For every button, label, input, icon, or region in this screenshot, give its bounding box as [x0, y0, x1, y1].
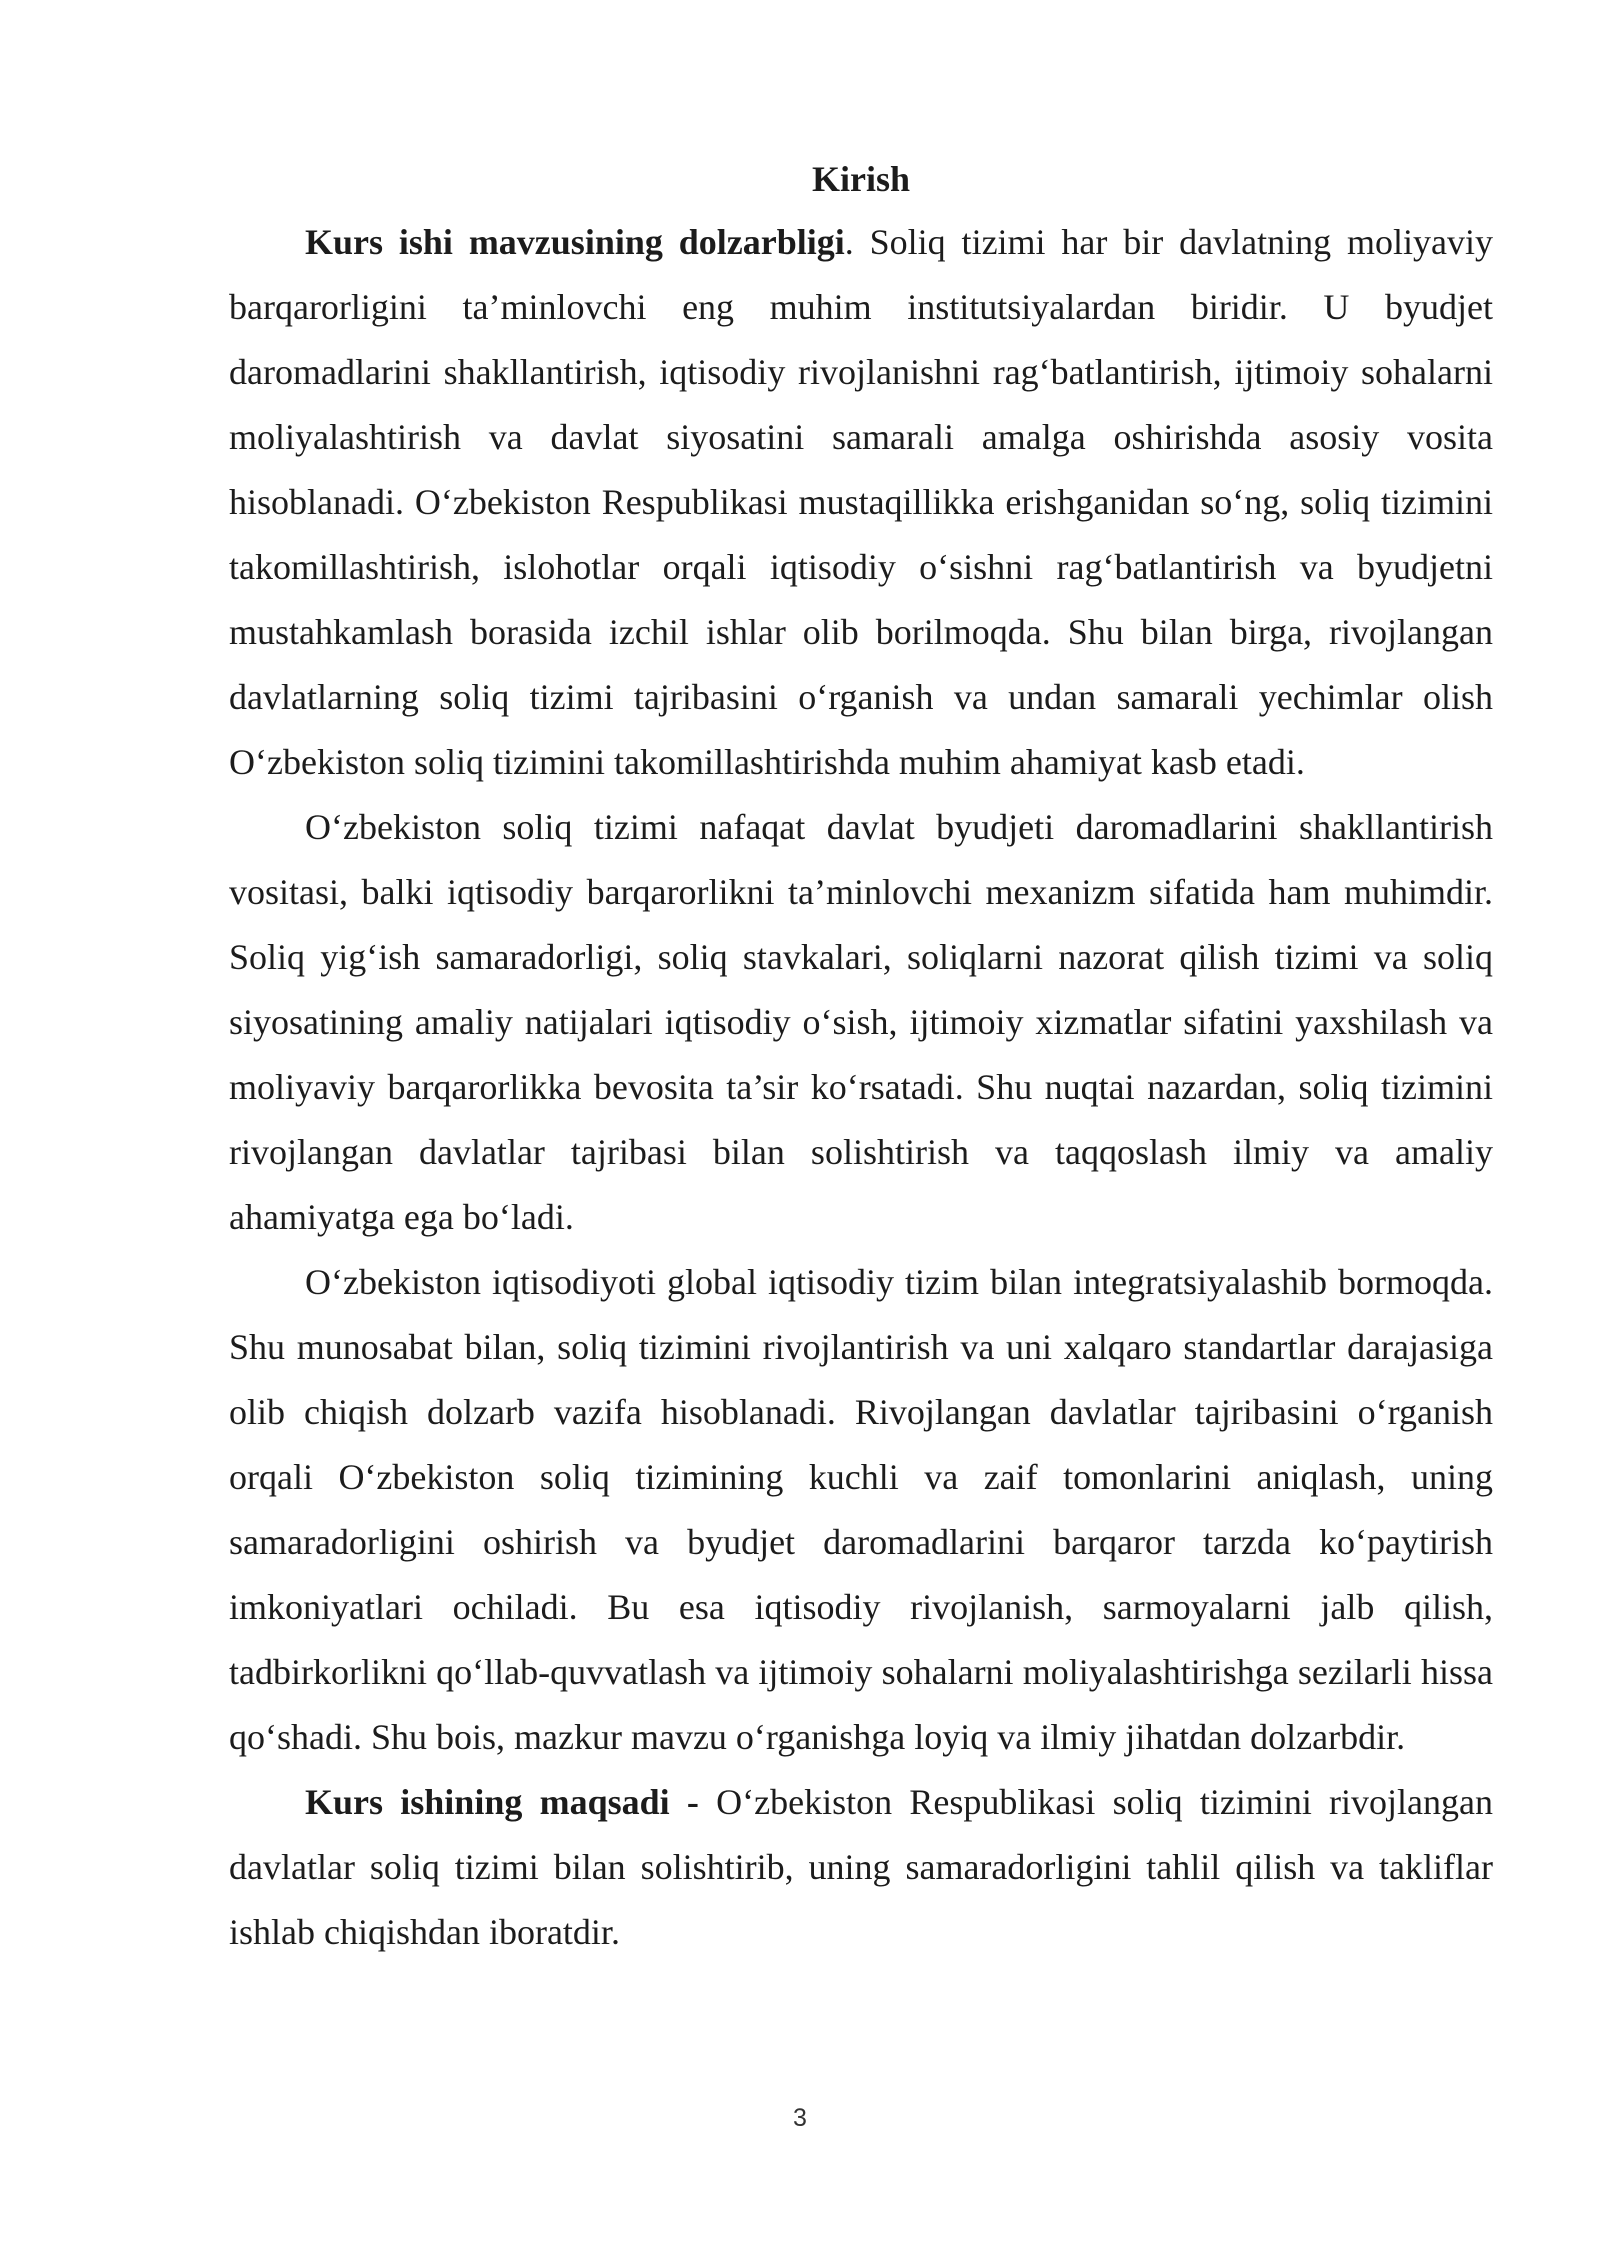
section-heading: Kirish [811, 159, 910, 199]
paragraph-lead: Kurs ishining maqsadi - [305, 1782, 699, 1822]
paragraph-goal [229, 1770, 1493, 1965]
page-number: 3 [793, 2104, 807, 2132]
paragraph-text: O‘zbekiston Respublikasi soliq tizimini rivojlangan davlatlar soliq tizimi bilan solishtirib, uning samaradorligini tahlil qilish va takliflar ishlab chiqishdan iboratdir. [229, 1782, 1494, 1952]
paragraph-integration [229, 1250, 1493, 1770]
paragraph-text: O‘zbekiston soliq tizimi nafaqat davlat byudjeti daromadlarini shakllantirish vositasi, balki iqtisodiy barqarorlikni ta’minlovchi mexanizm sifatida ham muhimdir. Soliq yig‘ish samaradorligi, soliq stavkalari, soliqlarni nazorat qilish tizimi va soliq siyosatining amaliy natijalari iqtisodiy o‘sish, ijtimoiy xizmatlar sifatini yaxshilash va moliyaviy barqarorlikka bevosita ta’sir ko‘rsatadi. Shu nuqtai nazardan, soliq tizimini rivojlangan davlatlar tajribasi bilan solishtirish va taqqoslash ilmiy va amaliy ahamiyatga ega bo‘ladi. [229, 807, 1493, 1237]
paragraph-lead: Kurs ishi mavzusining dolzarbligi [305, 222, 845, 262]
paragraph-tax-system [229, 795, 1493, 1250]
paragraph-text: . Soliq tizimi har bir davlatning moliyaviy barqarorligini ta’minlovchi eng muhim institutsiyalardan biridir. U byudjet daromadlarini shakllantirish, iqtisodiy rivojlanishni rag‘batlantirish, ijtimoiy sohalarni moliyalashtirish va davlat siyosatini samarali amalga oshirishda asosiy vosita hisoblanadi. O‘zbekiston Respublikasi mustaqillikka erishganidan so‘ng, soliq tizimini takomillashtirish, islohotlar orqali iqtisodiy o‘sishni rag‘batlantirish va byudjetni mustahkamlash borasida izchil ishlar olib borilmoqda. Shu bilan birga, rivojlangan davlatlarning soliq tizimi tajribasini o‘rganish va undan samarali yechimlar olish O‘zbekiston soliq tizimini takomillashtirishda muhim ahamiyat kasb etadi. [229, 222, 1493, 782]
paragraph-relevance [229, 210, 1493, 795]
page-content [229, 148, 1493, 1965]
paragraph-text: O‘zbekiston iqtisodiyoti global iqtisodiy tizim bilan integratsiyalashib bormoqda. Shu munosabat bilan, soliq tizimini rivojlantirish va uni xalqaro standartlar darajasiga olib chiqish dolzarb vazifa hisoblanadi. Rivojlangan davlatlar tajribasini o‘rganish orqali O‘zbekiston soliq tizimining kuchli va zaif tomonlarini aniqlash, uning samaradorligini oshirish va byudjet daromadlarini barqaror tarzda ko‘paytirish imkoniyatlari ochiladi. Bu esa iqtisodiy rivojlanish, sarmoyalarni jalb qilish, tadbirkorlikni qo‘llab-quvvatlash va ijtimoiy sohalarni moliyalashtirishga sezilarli hissa qo‘shadi. Shu bois, mazkur mavzu o‘rganishga loyiq va ilmiy jihatdan dolzarbdir. [229, 1262, 1493, 1757]
